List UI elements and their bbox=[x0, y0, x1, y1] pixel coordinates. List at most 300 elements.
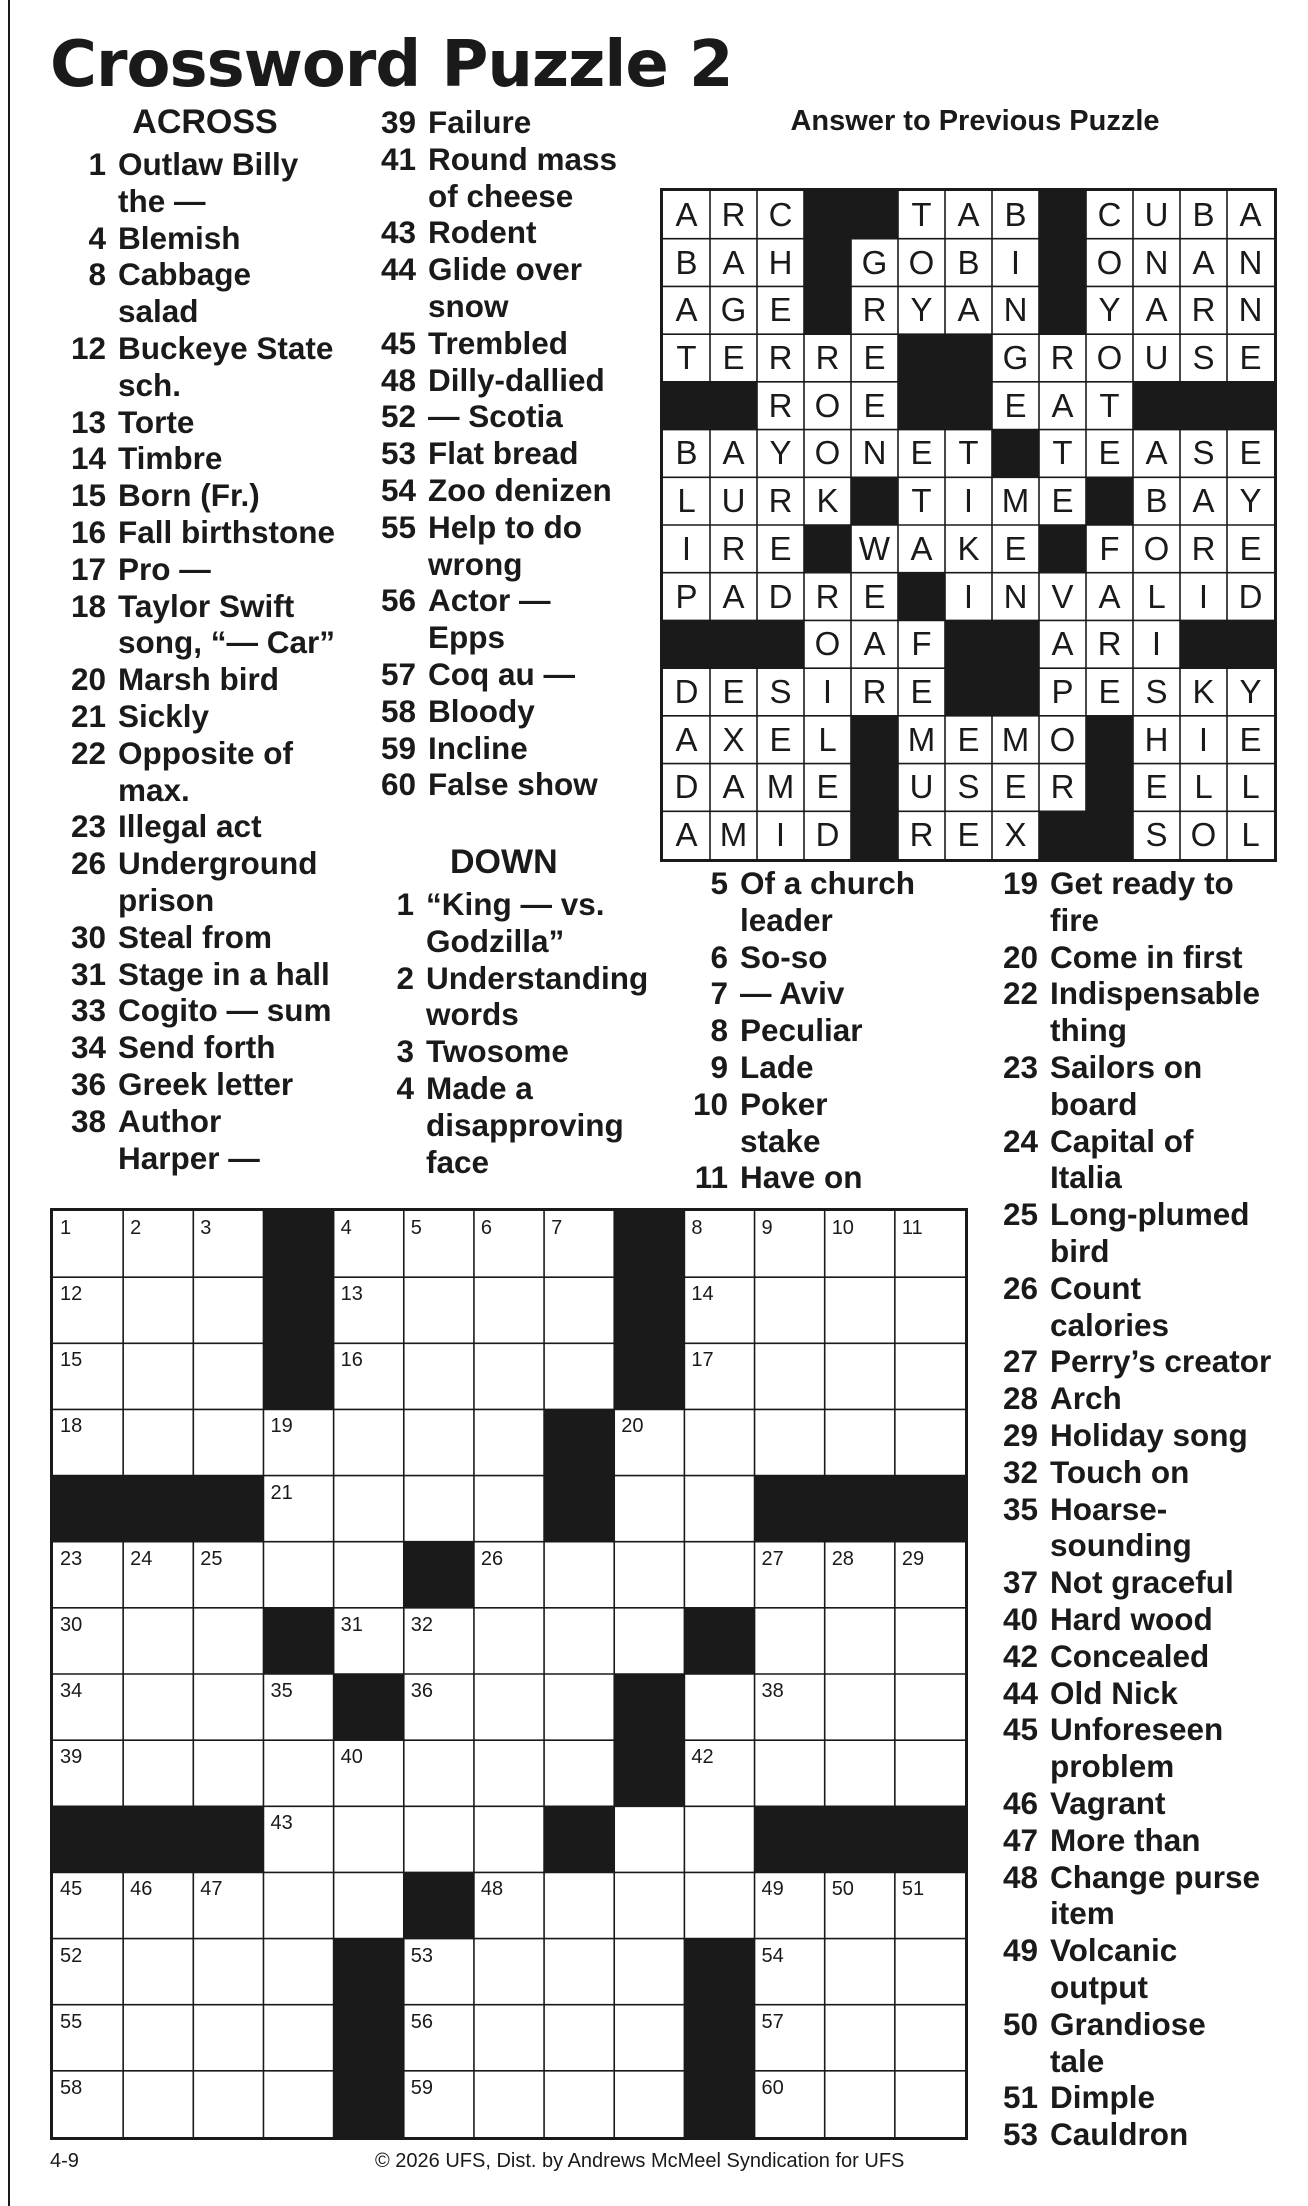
black-square bbox=[992, 620, 1040, 668]
answer-letter: G bbox=[861, 243, 888, 281]
clue-text-line: Buckeye State bbox=[118, 329, 334, 366]
answer-letter: G bbox=[1002, 338, 1029, 376]
clue-number: 51 bbox=[1002, 2079, 1038, 2116]
clue-number: 38 bbox=[70, 1102, 106, 1139]
answer-letter: R bbox=[721, 195, 746, 233]
cell-number: 7 bbox=[551, 1217, 563, 1239]
clue-text-line: salad bbox=[118, 293, 199, 330]
black-square bbox=[898, 573, 946, 621]
clue-number: 23 bbox=[1002, 1048, 1038, 1085]
cell-number: 60 bbox=[761, 2076, 784, 2099]
answer-letter: A bbox=[957, 291, 980, 329]
black-square bbox=[663, 620, 711, 668]
answer-letter: E bbox=[816, 768, 839, 806]
clue-number: 36 bbox=[70, 1065, 106, 1102]
clue-across-1-17 bbox=[50, 551, 360, 588]
answer-letter: O bbox=[1096, 338, 1123, 376]
black-square bbox=[755, 1476, 826, 1543]
clue-text-line: item bbox=[1050, 1895, 1115, 1932]
clue-text-line: Round mass bbox=[428, 140, 618, 177]
black-square bbox=[851, 477, 899, 525]
clue-number: 19 bbox=[1002, 865, 1038, 901]
black-square bbox=[895, 1476, 965, 1543]
clue-text-line: problem bbox=[1050, 1748, 1175, 1785]
clue-text-line: face bbox=[426, 1143, 490, 1180]
cell-number: 47 bbox=[200, 1878, 223, 1901]
black-square bbox=[945, 668, 993, 716]
clue-text-line: Hard wood bbox=[1050, 1600, 1213, 1637]
clue-down-4-53 bbox=[990, 2116, 1300, 2153]
clue-down-4-22 bbox=[990, 975, 1300, 1049]
answer-letter: L bbox=[1241, 816, 1260, 854]
clue-text-line: snow bbox=[428, 287, 509, 324]
answer-letter: O bbox=[1049, 720, 1076, 758]
clue-number: 46 bbox=[1002, 1784, 1038, 1821]
answer-letter: O bbox=[1190, 816, 1217, 854]
black-square bbox=[1086, 477, 1134, 525]
answer-letter: A bbox=[1051, 386, 1074, 424]
clue-number: 14 bbox=[70, 440, 106, 477]
answer-letter: I bbox=[963, 577, 974, 615]
cell-number: 55 bbox=[60, 2010, 83, 2033]
answer-letter: E bbox=[957, 720, 980, 758]
black-square bbox=[684, 2071, 755, 2137]
clue-text-line: Glide over bbox=[428, 251, 583, 288]
clue-down-4-28 bbox=[990, 1380, 1300, 1417]
cell-number: 44 bbox=[551, 1812, 574, 1835]
clue-number: 20 bbox=[1002, 938, 1038, 975]
answer-letter: O bbox=[1096, 243, 1123, 281]
answer-letter: X bbox=[1004, 816, 1027, 854]
answer-letter: U bbox=[1144, 195, 1169, 233]
cell-number: 23 bbox=[60, 1547, 83, 1570]
answer-letter: O bbox=[814, 386, 841, 424]
cell-number: 48 bbox=[480, 1878, 504, 1901]
clue-number: 5 bbox=[710, 865, 728, 901]
answer-letter: M bbox=[1001, 482, 1030, 520]
answer-letter: E bbox=[957, 816, 980, 854]
clue-number: 22 bbox=[70, 734, 106, 771]
clue-down-4-40 bbox=[990, 1601, 1300, 1638]
clue-number: 28 bbox=[1002, 1380, 1038, 1417]
answer-letter: O bbox=[814, 434, 841, 472]
clue-across-1-15 bbox=[50, 477, 360, 514]
clue-down-4-48 bbox=[990, 1859, 1300, 1933]
clue-down-4-51 bbox=[990, 2079, 1300, 2116]
clue-number: 53 bbox=[1002, 2116, 1038, 2153]
clue-across-2-54 bbox=[360, 472, 670, 509]
answer-letter: A bbox=[1145, 291, 1168, 329]
clue-text-line: Concealed bbox=[1050, 1637, 1210, 1674]
clue-text-line: bird bbox=[1050, 1232, 1110, 1269]
black-square bbox=[898, 382, 946, 430]
black-square bbox=[825, 1476, 896, 1543]
clue-text-line: Sickly bbox=[118, 697, 210, 734]
black-square bbox=[123, 1476, 194, 1543]
answer-letter: N bbox=[1144, 243, 1169, 281]
black-square bbox=[755, 1806, 826, 1873]
answer-letter: O bbox=[908, 243, 935, 281]
answer-letter: I bbox=[1010, 243, 1021, 281]
clue-across-1-31 bbox=[50, 956, 360, 993]
clue-text-line: Epps bbox=[428, 619, 506, 656]
answer-letter: C bbox=[768, 195, 793, 233]
cell-number: 18 bbox=[60, 1415, 83, 1438]
black-square bbox=[851, 716, 899, 764]
clue-text-line: Sailors on bbox=[1050, 1048, 1203, 1085]
answer-letter: E bbox=[863, 386, 886, 424]
answer-letter: Y bbox=[1239, 672, 1262, 710]
clue-down-4-37 bbox=[990, 1564, 1300, 1601]
cell-number: 51 bbox=[901, 1878, 925, 1901]
clue-text-line: Holiday song bbox=[1050, 1416, 1248, 1453]
answer-letter: I bbox=[1198, 720, 1209, 758]
answer-letter: K bbox=[816, 482, 839, 520]
clue-text-line: the — bbox=[118, 182, 206, 219]
cell-number: 35 bbox=[270, 1680, 293, 1702]
cell-number: 16 bbox=[340, 1349, 363, 1372]
black-square bbox=[193, 1476, 264, 1543]
answer-letter: K bbox=[957, 529, 980, 567]
answer-letter: R bbox=[862, 672, 887, 710]
cell-number: 22 bbox=[551, 1481, 574, 1504]
clue-text-line: Failure bbox=[428, 104, 532, 140]
answer-letter: F bbox=[911, 625, 932, 663]
cell-number: 15 bbox=[60, 1349, 83, 1372]
clue-number: 22 bbox=[1002, 975, 1038, 1012]
answer-letter: R bbox=[1050, 768, 1075, 806]
answer-letter: A bbox=[1051, 625, 1074, 663]
cell-number: 2 bbox=[130, 1217, 142, 1239]
black-square bbox=[684, 2005, 755, 2072]
clue-down-4-49 bbox=[990, 1932, 1300, 2006]
clue-down-4-25 bbox=[990, 1196, 1300, 1270]
answer-letter: L bbox=[818, 720, 837, 758]
clue-text-line: fire bbox=[1050, 901, 1100, 938]
answer-letter: M bbox=[1001, 720, 1030, 758]
cell-number: 58 bbox=[60, 2076, 83, 2099]
cell-number: 33 bbox=[691, 1613, 714, 1636]
cell-number: 30 bbox=[60, 1613, 83, 1636]
clue-across-2-52 bbox=[360, 398, 670, 435]
answer-letter: T bbox=[1052, 434, 1073, 472]
cell-number: 54 bbox=[761, 1944, 784, 1967]
answer-letter: T bbox=[911, 482, 932, 520]
clue-across-1-4 bbox=[50, 220, 360, 257]
clue-text-line: Timbre bbox=[118, 440, 223, 477]
answer-letter: D bbox=[674, 672, 699, 710]
answer-letter: W bbox=[858, 529, 891, 567]
answer-letter: E bbox=[1004, 386, 1027, 424]
answer-letter: E bbox=[910, 434, 933, 472]
black-square bbox=[804, 525, 852, 573]
clue-number: 8 bbox=[88, 256, 106, 293]
clue-number: 1 bbox=[88, 146, 106, 182]
answer-letter: D bbox=[768, 577, 793, 615]
down-clues-column-3 bbox=[990, 865, 1300, 2153]
clue-number: 11 bbox=[694, 1159, 728, 1196]
clue-text-line: Arch bbox=[1050, 1380, 1122, 1417]
black-square bbox=[263, 1211, 334, 1278]
clue-down-4-32 bbox=[990, 1454, 1300, 1491]
clue-number: 39 bbox=[380, 104, 416, 140]
black-square bbox=[684, 1939, 755, 2006]
answer-letter: S bbox=[1192, 434, 1215, 472]
clue-across-2-56 bbox=[360, 582, 670, 656]
answer-letter: I bbox=[1198, 577, 1209, 615]
clue-number: 54 bbox=[380, 471, 416, 508]
clue-text-line: Cogito — sum bbox=[118, 992, 332, 1029]
clue-text-line: Have on bbox=[740, 1159, 863, 1196]
clue-text-line: Send forth bbox=[118, 1029, 276, 1066]
grid-lines bbox=[53, 1211, 965, 2137]
cell-number: 9 bbox=[761, 1217, 773, 1239]
answer-letter: R bbox=[909, 816, 934, 854]
clue-text-line: tale bbox=[1050, 2042, 1105, 2079]
black-square bbox=[1086, 716, 1134, 764]
clue-number: 1 bbox=[396, 886, 414, 922]
answer-letter: R bbox=[815, 338, 840, 376]
clue-across-2-44 bbox=[360, 251, 670, 325]
clue-down-2-2 bbox=[370, 960, 660, 1034]
clue-text-line: Illegal act bbox=[118, 808, 262, 845]
clue-down-3-11 bbox=[672, 1159, 982, 1196]
down-clues-column-1 bbox=[370, 842, 660, 1180]
clue-number: 60 bbox=[380, 766, 416, 803]
clue-text-line: Taylor Swift bbox=[118, 587, 295, 624]
black-square bbox=[334, 1674, 405, 1741]
clue-down-4-19 bbox=[990, 865, 1300, 939]
clue-text-line: song, “— Car” bbox=[118, 624, 336, 661]
answer-letter: R bbox=[1050, 338, 1075, 376]
black-square bbox=[851, 191, 899, 239]
answer-letter: A bbox=[910, 529, 933, 567]
clue-down-4-42 bbox=[990, 1638, 1300, 1675]
clue-down-3-8 bbox=[672, 1012, 982, 1049]
cell-number: 39 bbox=[60, 1746, 83, 1769]
clue-across-1-34 bbox=[50, 1029, 360, 1066]
clue-number: 3 bbox=[396, 1033, 414, 1070]
clue-number: 21 bbox=[70, 697, 106, 734]
clue-text-line: Fall birthstone bbox=[118, 513, 336, 550]
answer-letter: E bbox=[1239, 434, 1262, 472]
clue-text-line: Steal from bbox=[118, 918, 273, 955]
cell-number: 17 bbox=[691, 1349, 714, 1372]
black-square bbox=[1039, 286, 1087, 334]
cell-number: 28 bbox=[831, 1547, 854, 1570]
clue-number: 49 bbox=[1002, 1932, 1038, 1969]
clue-across-1-38 bbox=[50, 1103, 360, 1177]
answer-letter: L bbox=[1194, 768, 1213, 806]
clue-down-3-5 bbox=[672, 865, 982, 939]
answer-letter: S bbox=[769, 672, 792, 710]
black-square bbox=[1086, 764, 1134, 812]
answer-letter: B bbox=[675, 243, 698, 281]
answer-letter: R bbox=[1097, 625, 1122, 663]
clue-across-1-13 bbox=[50, 404, 360, 441]
answer-heading: Answer to Previous Puzzle bbox=[790, 105, 1160, 137]
clue-across-2-57 bbox=[360, 656, 670, 693]
across-clues-column-1 bbox=[50, 102, 360, 1176]
clue-across-2-53 bbox=[360, 435, 670, 472]
cell-number: 43 bbox=[270, 1812, 293, 1835]
cell-number: 14 bbox=[691, 1283, 714, 1306]
clue-text-line: sch. bbox=[118, 366, 182, 403]
answer-letter: I bbox=[681, 529, 692, 567]
clue-text-line: Long-plumed bbox=[1050, 1196, 1250, 1233]
black-square bbox=[263, 1277, 334, 1344]
cell-number: 25 bbox=[200, 1547, 223, 1570]
clue-number: 56 bbox=[380, 582, 416, 619]
clue-text-line: Understanding bbox=[426, 959, 649, 996]
clue-text-line: Godzilla” bbox=[426, 922, 565, 959]
clue-text-line: More than bbox=[1050, 1821, 1201, 1858]
down-clues-column-2 bbox=[672, 865, 982, 1196]
clue-text-line: So-so bbox=[740, 938, 828, 975]
black-square bbox=[1039, 239, 1087, 287]
clue-across-1-14 bbox=[50, 440, 360, 477]
black-square bbox=[945, 382, 993, 430]
answer-letter: C bbox=[1097, 195, 1122, 233]
clue-number: 44 bbox=[380, 251, 416, 288]
clue-across-1-36 bbox=[50, 1066, 360, 1103]
black-square bbox=[404, 1542, 475, 1609]
clue-number: 9 bbox=[710, 1048, 728, 1085]
clue-text-line: Author bbox=[118, 1102, 222, 1139]
answer-letter: E bbox=[1239, 529, 1262, 567]
clue-number: 10 bbox=[692, 1085, 728, 1122]
cell-number: 27 bbox=[761, 1547, 784, 1570]
clue-text-line: Touch on bbox=[1050, 1453, 1190, 1490]
black-square bbox=[804, 191, 852, 239]
answer-letter: A bbox=[1239, 195, 1262, 233]
answer-letter: E bbox=[910, 672, 933, 710]
cell-number: 52 bbox=[60, 1944, 83, 1967]
clue-number: 48 bbox=[380, 361, 416, 398]
clue-text-line: Torte bbox=[118, 403, 195, 440]
clue-text-line: Not graceful bbox=[1050, 1564, 1234, 1601]
black-square bbox=[851, 811, 899, 859]
answer-letter: H bbox=[768, 243, 793, 281]
answer-letter: A bbox=[675, 195, 698, 233]
answer-letter: N bbox=[862, 434, 887, 472]
clue-across-2-43 bbox=[360, 214, 670, 251]
clue-across-2-41 bbox=[360, 141, 670, 215]
black-square bbox=[992, 430, 1040, 478]
clue-number: 12 bbox=[70, 329, 106, 366]
answer-letter: M bbox=[719, 816, 748, 854]
answer-letter: R bbox=[768, 386, 793, 424]
answer-letter: E bbox=[863, 338, 886, 376]
answer-letter: L bbox=[677, 482, 696, 520]
black-square bbox=[53, 1806, 124, 1873]
cell-number: 8 bbox=[691, 1217, 703, 1239]
answer-letter: L bbox=[1241, 768, 1260, 806]
clue-text-line: Greek letter bbox=[118, 1065, 294, 1102]
cell-number: 42 bbox=[691, 1746, 714, 1769]
cell-number: 29 bbox=[901, 1547, 925, 1570]
clue-down-4-47 bbox=[990, 1822, 1300, 1859]
clue-text-line: max. bbox=[118, 771, 190, 808]
clue-text-line: Pro — bbox=[118, 550, 211, 587]
clue-number: 43 bbox=[380, 214, 416, 251]
clue-across-2-45 bbox=[360, 325, 670, 362]
clue-text-line: Zoo denizen bbox=[428, 471, 612, 508]
black-square bbox=[1086, 811, 1134, 859]
clue-across-2-58 bbox=[360, 693, 670, 730]
cell-number: 57 bbox=[761, 2010, 784, 2033]
cell-number: 38 bbox=[761, 1680, 784, 1702]
answer-letter: E bbox=[769, 529, 792, 567]
cell-number: 53 bbox=[410, 1944, 434, 1967]
clue-across-1-22 bbox=[50, 735, 360, 809]
clue-text-line: Indispensable bbox=[1050, 975, 1261, 1012]
black-square bbox=[945, 334, 993, 382]
black-square bbox=[614, 1277, 685, 1344]
black-square bbox=[1227, 620, 1274, 668]
answer-letter: I bbox=[822, 672, 833, 710]
cell-number: 1 bbox=[60, 1217, 72, 1239]
across-heading: ACROSS bbox=[132, 103, 278, 141]
clue-number: 16 bbox=[70, 513, 106, 550]
clue-text-line: disapproving bbox=[426, 1106, 624, 1143]
cell-number: 59 bbox=[410, 2076, 434, 2099]
clue-text-line: Bloody bbox=[428, 692, 535, 729]
answer-letter: S bbox=[1145, 672, 1168, 710]
answer-letter: P bbox=[675, 577, 698, 615]
clue-text-line: Come in first bbox=[1050, 938, 1243, 975]
black-square bbox=[1227, 382, 1274, 430]
answer-letter: A bbox=[863, 625, 886, 663]
cell-number: 46 bbox=[130, 1878, 153, 1901]
black-square bbox=[263, 1343, 334, 1410]
black-square bbox=[614, 1211, 685, 1278]
black-square bbox=[544, 1409, 615, 1476]
clue-text-line: Cabbage bbox=[118, 256, 252, 293]
answer-letter: I bbox=[775, 816, 786, 854]
black-square bbox=[614, 1343, 685, 1410]
clue-number: 26 bbox=[1002, 1269, 1038, 1306]
answer-letter: Y bbox=[1098, 291, 1121, 329]
answer-letter: E bbox=[1098, 672, 1121, 710]
clue-number: 37 bbox=[1002, 1564, 1038, 1601]
clue-text-line: Old Nick bbox=[1050, 1674, 1178, 1711]
answer-letter: L bbox=[1147, 577, 1166, 615]
answer-letter: T bbox=[1099, 386, 1120, 424]
cell-number: 49 bbox=[761, 1878, 784, 1901]
clue-text-line: Dilly-dallied bbox=[428, 361, 605, 398]
cell-number: 37 bbox=[621, 1680, 644, 1702]
crossword-grid[interactable] bbox=[50, 1208, 968, 2140]
answer-letter: B bbox=[1192, 195, 1215, 233]
clue-number: 35 bbox=[1002, 1490, 1038, 1527]
clue-text-line: leader bbox=[740, 901, 833, 938]
answer-letter: O bbox=[814, 625, 841, 663]
clue-across-1-26 bbox=[50, 845, 360, 919]
clue-text-line: Perry’s creator bbox=[1050, 1343, 1272, 1380]
cell-number: 45 bbox=[60, 1878, 83, 1901]
clue-text-line: Italia bbox=[1050, 1159, 1122, 1196]
black-square bbox=[1039, 525, 1087, 573]
clue-text-line: output bbox=[1050, 1968, 1148, 2005]
clue-text-line: wrong bbox=[428, 545, 523, 582]
clue-text-line: Volcanic bbox=[1050, 1932, 1178, 1969]
answer-letter: B bbox=[675, 434, 698, 472]
answer-letter: U bbox=[909, 768, 934, 806]
clue-across-2-59 bbox=[360, 730, 670, 767]
black-square bbox=[334, 2071, 405, 2137]
clue-number: 25 bbox=[1002, 1196, 1038, 1233]
